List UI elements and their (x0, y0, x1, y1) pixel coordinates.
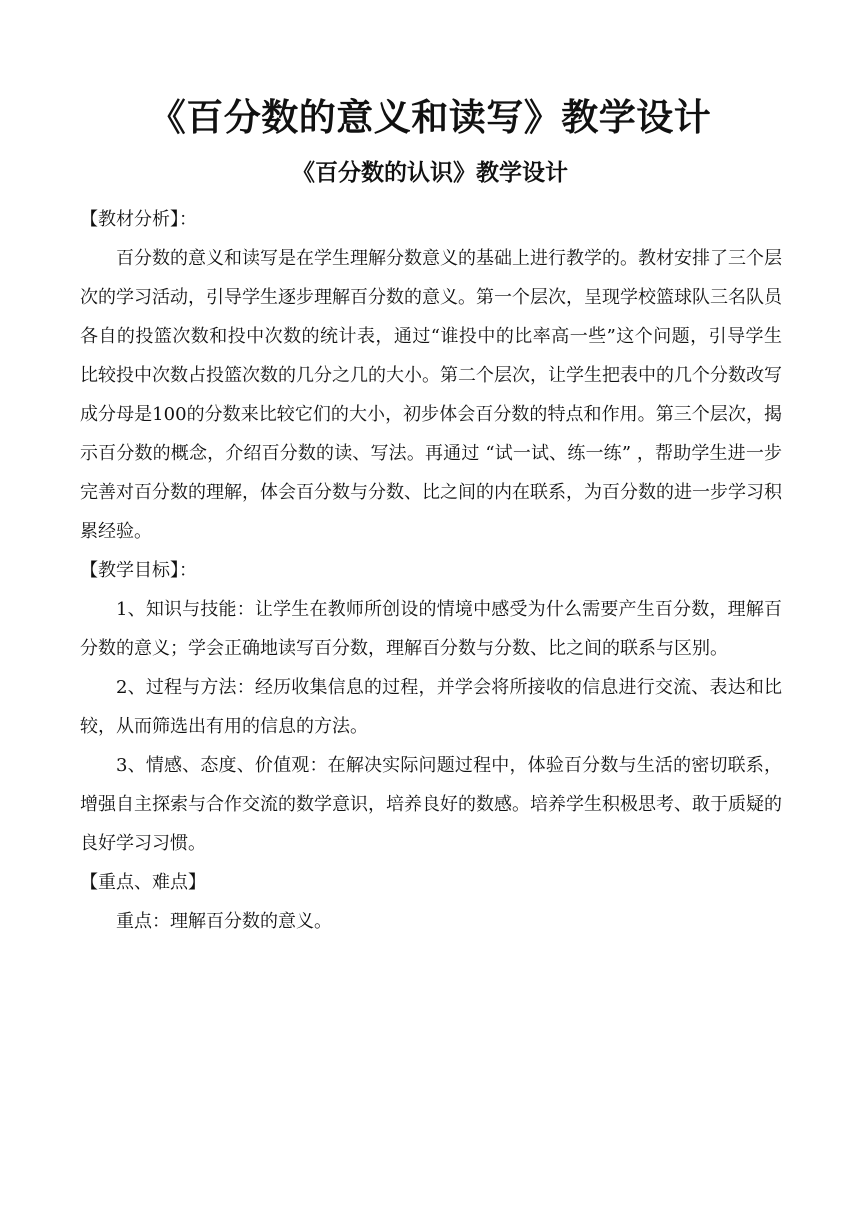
goal-knowledge-paragraph: 1、知识与技能：让学生在教师所创设的情境中感受为什么需要产生百分数，理解百分数的意义；学会正确地读写百分数，理解百分数与分数、比之间的联系与区别。 (80, 599, 782, 659)
material-analysis-paragraph: 百分数的意义和读写是在学生理解分数意义的基础上进行教学的。教材安排了三个层次的学习活动，引导学生逐步理解百分数的意义。第一个层次，呈现学校篮球队三名队员各自的投篮次数和投中次数的统计表，通过“谁投中的比率高一些”这个问题，引导学生比较投中次数占投篮次数的几分之几的大小。第二个层次，让学生把表中的几个分数改写成分母是100的分数来比较它们的大小，初步体会百分数的特点和作用。第三个层次，揭示百分数的概念，介绍百分数的读、写法。再通过 “试一试、练一练” ，帮助学生进一步完善对百分数的理解，体会百分数与分数、比之间的内在联系，为百分数的进一步学习积累经验。 (80, 248, 782, 542)
document-subtitle: 《百分数的认识》教学设计 (292, 159, 568, 186)
document-title: 《百分数的意义和读写》教学设计 (148, 95, 712, 139)
key-point-paragraph: 重点：理解百分数的意义。 (116, 911, 332, 932)
section-heading-teaching-goals: 【教学目标】： (80, 560, 197, 581)
section-heading-key-points: 【重点、难点】 (80, 872, 206, 893)
section-heading-material-analysis: 【教材分析】： (80, 209, 197, 230)
goal-emotion-paragraph: 3、情感、态度、价值观：在解决实际问题过程中，体验百分数与生活的密切联系，增强自主探索与合作交流的数学意识，培养良好的数感。培养学生积极思考、敢于质疑的良好学习习惯。 (80, 755, 782, 854)
goal-process-paragraph: 2、过程与方法：经历收集信息的过程，并学会将所接收的信息进行交流、表达和比较，从而筛选出有用的信息的方法。 (80, 677, 782, 737)
document-body (80, 200, 782, 941)
